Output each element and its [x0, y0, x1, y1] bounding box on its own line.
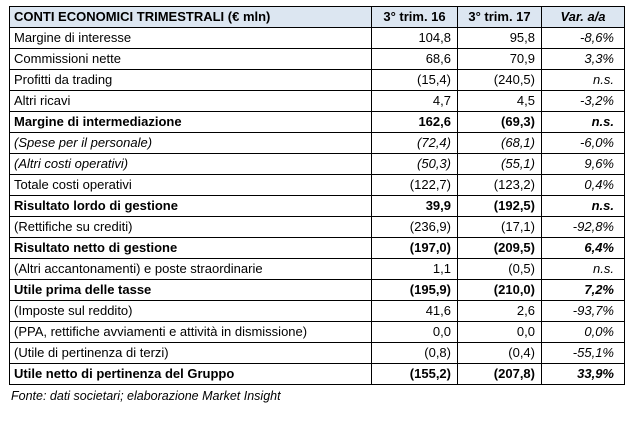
table-row: [10, 322, 625, 343]
table-row: [10, 217, 625, 238]
table-row: [10, 280, 625, 301]
header-q3-2017: 3° trim. 17: [458, 7, 542, 28]
value-q3-2017: (69,3): [458, 112, 542, 133]
income-statement-table-container: [9, 6, 625, 385]
income-statement-table: [9, 6, 625, 385]
value-q3-2016: (236,9): [372, 217, 458, 238]
value-q3-2017: (55,1): [458, 154, 542, 175]
table-row: [10, 238, 625, 259]
value-q3-2017: (0,5): [458, 259, 542, 280]
value-yoy-change: n.s.: [542, 70, 625, 91]
value-q3-2017: (123,2): [458, 175, 542, 196]
table-row: [10, 343, 625, 364]
value-yoy-change: -6,0%: [542, 133, 625, 154]
value-q3-2017: (210,0): [458, 280, 542, 301]
value-q3-2017: 70,9: [458, 49, 542, 70]
row-label: (Altri accantonamenti) e poste straordinarie: [10, 259, 372, 280]
table-row: [10, 175, 625, 196]
table-header: [10, 7, 625, 28]
table-row: [10, 49, 625, 70]
value-q3-2017: 2,6: [458, 301, 542, 322]
value-yoy-change: n.s.: [542, 112, 625, 133]
row-label: Commissioni nette: [10, 49, 372, 70]
value-q3-2016: 4,7: [372, 91, 458, 112]
value-q3-2017: 0,0: [458, 322, 542, 343]
row-label: (Imposte sul reddito): [10, 301, 372, 322]
value-q3-2017: (240,5): [458, 70, 542, 91]
table-row: [10, 70, 625, 91]
row-label: Utile prima delle tasse: [10, 280, 372, 301]
value-yoy-change: n.s.: [542, 196, 625, 217]
row-label: (Rettifiche su crediti): [10, 217, 372, 238]
value-yoy-change: 6,4%: [542, 238, 625, 259]
table-row: [10, 133, 625, 154]
row-label: Totale costi operativi: [10, 175, 372, 196]
value-q3-2016: 0,0: [372, 322, 458, 343]
row-label: Risultato lordo di gestione: [10, 196, 372, 217]
row-label: (PPA, rettifiche avviamenti e attività in dismissione): [10, 322, 372, 343]
row-label: Risultato netto di gestione: [10, 238, 372, 259]
row-label: (Spese per il personale): [10, 133, 372, 154]
header-title: CONTI ECONOMICI TRIMESTRALI (€ mln): [10, 7, 372, 28]
value-yoy-change: 33,9%: [542, 364, 625, 385]
value-yoy-change: -93,7%: [542, 301, 625, 322]
table-row: [10, 91, 625, 112]
value-q3-2016: (50,3): [372, 154, 458, 175]
value-q3-2017: 95,8: [458, 28, 542, 49]
header-yoy-change: Var. a/a: [542, 7, 625, 28]
value-q3-2016: (122,7): [372, 175, 458, 196]
value-q3-2016: 41,6: [372, 301, 458, 322]
value-yoy-change: 7,2%: [542, 280, 625, 301]
value-yoy-change: 0,4%: [542, 175, 625, 196]
row-label: Margine di interesse: [10, 28, 372, 49]
row-label: Utile netto di pertinenza del Gruppo: [10, 364, 372, 385]
table-row: [10, 364, 625, 385]
value-q3-2016: (15,4): [372, 70, 458, 91]
value-yoy-change: n.s.: [542, 259, 625, 280]
value-q3-2017: (68,1): [458, 133, 542, 154]
table-row: [10, 28, 625, 49]
value-q3-2016: (197,0): [372, 238, 458, 259]
value-q3-2017: (192,5): [458, 196, 542, 217]
value-q3-2017: (207,8): [458, 364, 542, 385]
row-label: Profitti da trading: [10, 70, 372, 91]
table-row: [10, 259, 625, 280]
value-yoy-change: -92,8%: [542, 217, 625, 238]
row-label: Altri ricavi: [10, 91, 372, 112]
value-q3-2016: 104,8: [372, 28, 458, 49]
value-q3-2017: (209,5): [458, 238, 542, 259]
source-note: Fonte: dati societari; elaborazione Market Insight: [11, 389, 281, 403]
value-q3-2016: (72,4): [372, 133, 458, 154]
value-q3-2016: 162,6: [372, 112, 458, 133]
row-label: Margine di intermediazione: [10, 112, 372, 133]
value-q3-2017: (17,1): [458, 217, 542, 238]
value-yoy-change: -3,2%: [542, 91, 625, 112]
value-yoy-change: 9,6%: [542, 154, 625, 175]
value-q3-2016: 68,6: [372, 49, 458, 70]
row-label: (Utile di pertinenza di terzi): [10, 343, 372, 364]
row-label: (Altri costi operativi): [10, 154, 372, 175]
value-q3-2017: 4,5: [458, 91, 542, 112]
table-row: [10, 112, 625, 133]
value-q3-2016: 39,9: [372, 196, 458, 217]
value-q3-2016: (0,8): [372, 343, 458, 364]
table-row: [10, 154, 625, 175]
value-yoy-change: -55,1%: [542, 343, 625, 364]
value-q3-2017: (0,4): [458, 343, 542, 364]
table-body: [10, 28, 625, 385]
value-yoy-change: -8,6%: [542, 28, 625, 49]
value-q3-2016: (195,9): [372, 280, 458, 301]
value-yoy-change: 0,0%: [542, 322, 625, 343]
table-row: [10, 301, 625, 322]
header-row: [10, 7, 625, 28]
header-q3-2016: 3° trim. 16: [372, 7, 458, 28]
value-yoy-change: 3,3%: [542, 49, 625, 70]
table-row: [10, 196, 625, 217]
value-q3-2016: (155,2): [372, 364, 458, 385]
value-q3-2016: 1,1: [372, 259, 458, 280]
